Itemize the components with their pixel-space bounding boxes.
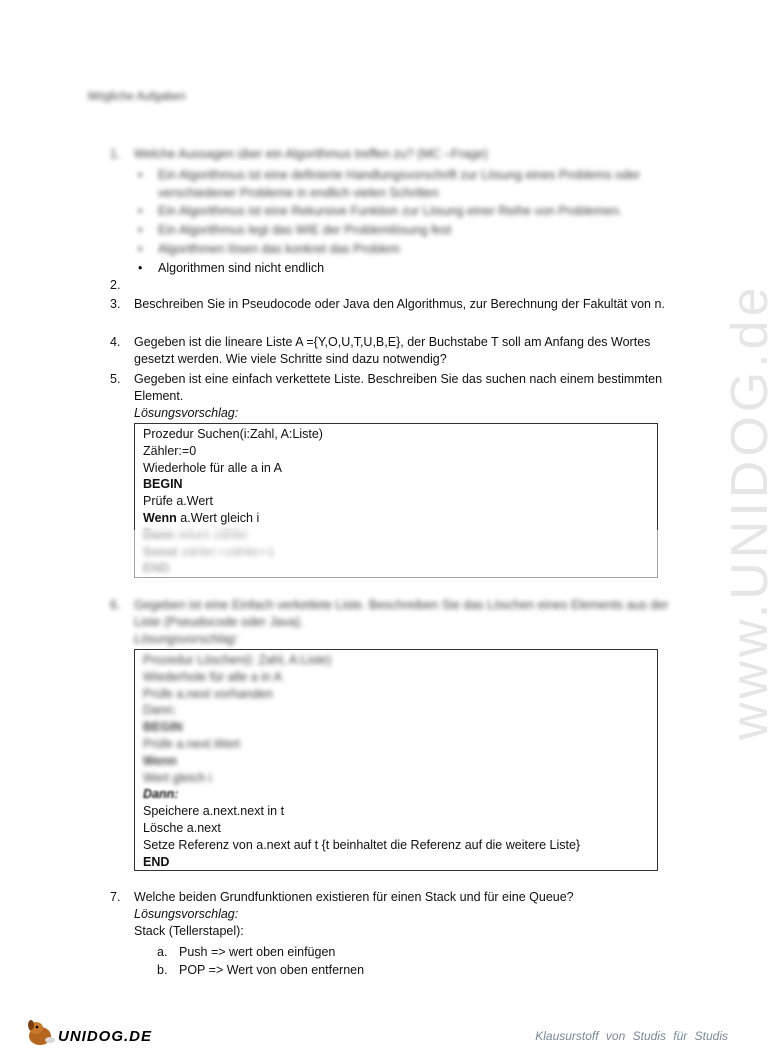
code-line: Prüfe a.Wert (143, 494, 213, 509)
code-line: Prüfe a.next.Wert (143, 736, 241, 751)
question-5: 5. Gegeben ist eine einfach verkettete Liste. Beschreiben Sie das suchen nach einem bestimmten Element. Lösungsvorschlag: (110, 371, 670, 422)
code-line: END (143, 854, 170, 869)
question-6-text: Gegeben ist eine Einfach verkettete Liste. Beschreiben Sie das Löschen eines Elements aus der Liste (Pseudocode oder Java). (134, 598, 669, 629)
list-item: b. POP => Wert von oben entfernen (157, 963, 365, 977)
question-6: 6. Gegeben ist eine Einfach verkettete Liste. Beschreiben Sie das Löschen eines Elements aus der Liste (Pseudocode oder Java). Lösungsvorschlag: (110, 598, 669, 646)
code-line: Prozedur Löschen(i: Zahl, A:Liste) (143, 653, 332, 667)
question-5-text: Gegeben ist eine einfach verkettete Liste. Beschreiben Sie das suchen nach einem bestimmten Element. (134, 372, 663, 403)
mc-option: • Ein Algorithmus legt das WIE der Problemlösung fest (138, 223, 452, 237)
solution-label: Lösungsvorschlag: (134, 907, 239, 921)
stack-heading: Stack (Tellerstapel): (134, 924, 244, 938)
code-box-delete (134, 649, 658, 871)
question-7-text: Welche beiden Grundfunktionen existieren für einen Stack und für eine Queue? (134, 890, 574, 904)
mc-option: • Ein Algorithmus ist eine Rekursive Funktion zur Lösung einer Reihe von Problemen. (138, 204, 623, 218)
code-line: Prozedur Suchen(i:Zahl, A:Liste) (143, 427, 323, 441)
code-line: Wenn (143, 753, 177, 768)
list-item: a. Push => wert oben einfügen (157, 945, 336, 959)
code-line: Wiederhole für alle a in A (143, 669, 282, 684)
code-line: Dann: (143, 787, 179, 802)
solution-label: Lösungsvorschlag: (134, 632, 239, 646)
code-line: Wenn a.Wert gleich i (143, 510, 260, 525)
page-title: Mögliche Aufgaben (88, 91, 186, 103)
solution-label: Lösungsvorschlag: (134, 406, 239, 420)
footer-tagline: Klausurstoff von Studis für Studis (535, 1029, 728, 1043)
code-line: Lösche a.next (143, 820, 221, 835)
mc-option: • Ein Algorithmus ist eine definierte Handlungsvorschrift zur Lösung eines Problems oder verschiedener Probleme in endlich vielen Schritten (138, 168, 641, 200)
question-4-text: Gegeben ist die lineare Liste A ={Y,O,U,T,U,B,E}, der Buchstabe T soll am Anfang des Wortes gesetzt werden. Wie viele Schritte sind dazu notwendig? (134, 335, 651, 366)
mc-option: • Algorithmen lösen das konkret das Problem (138, 242, 400, 256)
question-3-text: Beschreiben Sie in Pseudocode oder Java den Algorithmus, zur Berechnung der Fakultät von n. (134, 297, 665, 311)
code-line: BEGIN (143, 477, 183, 492)
code-line: BEGIN (143, 720, 183, 735)
blur-overlay (134, 530, 664, 580)
code-line: Zähler:=0 (143, 443, 197, 458)
dog-logo-icon (24, 1016, 60, 1051)
question-1: 1. Welche Aussagen über ein Algorithmus treffen zu? (MC –Frage) (110, 146, 670, 163)
code-line: Setze Referenz von a.next auf t {t beinhaltet die Referenz auf die weitere Liste} (143, 837, 581, 852)
logo-text: UNIDOG.DE (58, 1028, 153, 1045)
code-line: Speichere a.next.next in t (143, 804, 285, 819)
code-line: Wiederhole für alle a in A (143, 460, 282, 475)
mc-option: • Algorithmen sind nicht endlich (138, 261, 325, 275)
code-line: Wert gleich i (143, 770, 212, 785)
question-4: 4. Gegeben ist die lineare Liste A ={Y,O,U,T,U,B,E}, der Buchstabe T soll am Anfang des Wortes gesetzt werden. Wie viele Schritte sind dazu notwendig? (110, 334, 670, 368)
code-line: Dann: (143, 703, 177, 718)
mc-options (134, 166, 674, 278)
watermark: www.UNIDOG.de (721, 283, 779, 740)
code-line: Prüfe a.next vorhanden (143, 686, 273, 701)
question-3: 3. Beschreiben Sie in Pseudocode oder Java den Algorithmus, zur Berechnung der Fakultät von n. (110, 296, 670, 313)
question-1-text: Welche Aussagen über ein Algorithmus treffen zu? (MC –Frage) (134, 147, 488, 161)
question-7: 7. Welche beiden Grundfunktionen existieren für einen Stack und für eine Queue? Lösungsvorschlag: Stack (Tellerstapel): (110, 889, 670, 940)
